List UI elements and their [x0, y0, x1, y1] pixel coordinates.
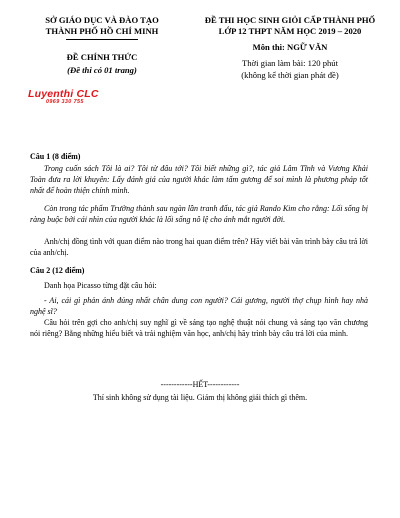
page-count: (Đề thi có 01 trang): [67, 65, 137, 75]
exam-title-line1: ĐỀ THI HỌC SINH GIỎI CẤP THÀNH PHỐ: [204, 15, 376, 25]
footer-note: Thí sinh không sử dụng tài liệu. Giám thị không giải thích gì thêm.: [92, 393, 308, 402]
end-marker: ------------HẾT------------: [160, 380, 240, 389]
exam-subject: Môn thi: NGỮ VĂN: [252, 42, 328, 52]
department-name: [22, 15, 182, 37]
logo-phone: 0969 330 755: [46, 99, 84, 105]
exam-title: [192, 15, 388, 37]
department-line1: SỞ GIÁO DỤC VÀ ĐÀO TẠO: [45, 15, 159, 25]
question2-quote: - Ai, cái gì phản ánh đúng nhất chân dung con người? Cái gương, người thợ chụp hình hay nhà nghệ sĩ?: [30, 296, 368, 316]
department-line2: THÀNH PHỐ HỒ CHÍ MINH: [45, 26, 159, 36]
question1-quote1: Trong cuốn sách Tôi là ai? Tôi từ đâu tới? Tôi biết những gì?, tác giả Lâm Tĩnh và Vương Khải Toàn đưa ra lời khuyên: Lấy đánh giá của người khác làm tấm gương để soi mình là phương pháp tốt nhất để hoàn thiện chính mình.: [30, 164, 368, 195]
department-underline: [66, 39, 138, 40]
question1-prompt: Anh/chị đồng tình với quan điểm nào trong hai quan điểm trên? Hãy viết bài văn trình bày câu trả lời của anh/chị.: [30, 237, 368, 257]
question2-prompt: Câu hỏi trên gợi cho anh/chị suy nghĩ gì về sáng tạo nghệ thuật nói chung và sáng tạo văn chương nói riêng? Bằng những hiểu biết và trải nghiệm văn học, anh/chị hãy trình bày câu trả lời của mình.: [30, 318, 368, 338]
exam-title-line2: LỚP 12 THPT NĂM HỌC 2019 – 2020: [218, 26, 362, 36]
logo: [28, 88, 138, 105]
question2-title: Câu 2 (12 điểm): [30, 266, 85, 275]
question1-quote2: Còn trong tác phẩm Trường thành sau ngàn lần tranh đấu, tác giả Rando Kim cho rằng: Lối sống bị ràng buộc bởi cái nhìn của người khác là lối sống nô lệ cho ánh mắt người đời.: [30, 204, 368, 224]
official-label: ĐỀ CHÍNH THỨC: [66, 52, 138, 62]
logo-name: Luyenthi CLC: [28, 88, 99, 100]
question1-title: Câu 1 (8 điểm): [30, 152, 81, 161]
exam-time-note: (không kể thời gian phát đề): [241, 70, 339, 80]
exam-time: Thời gian làm bài: 120 phút: [242, 58, 338, 68]
question2-intro: Danh họa Picasso từng đặt câu hỏi:: [44, 281, 157, 290]
